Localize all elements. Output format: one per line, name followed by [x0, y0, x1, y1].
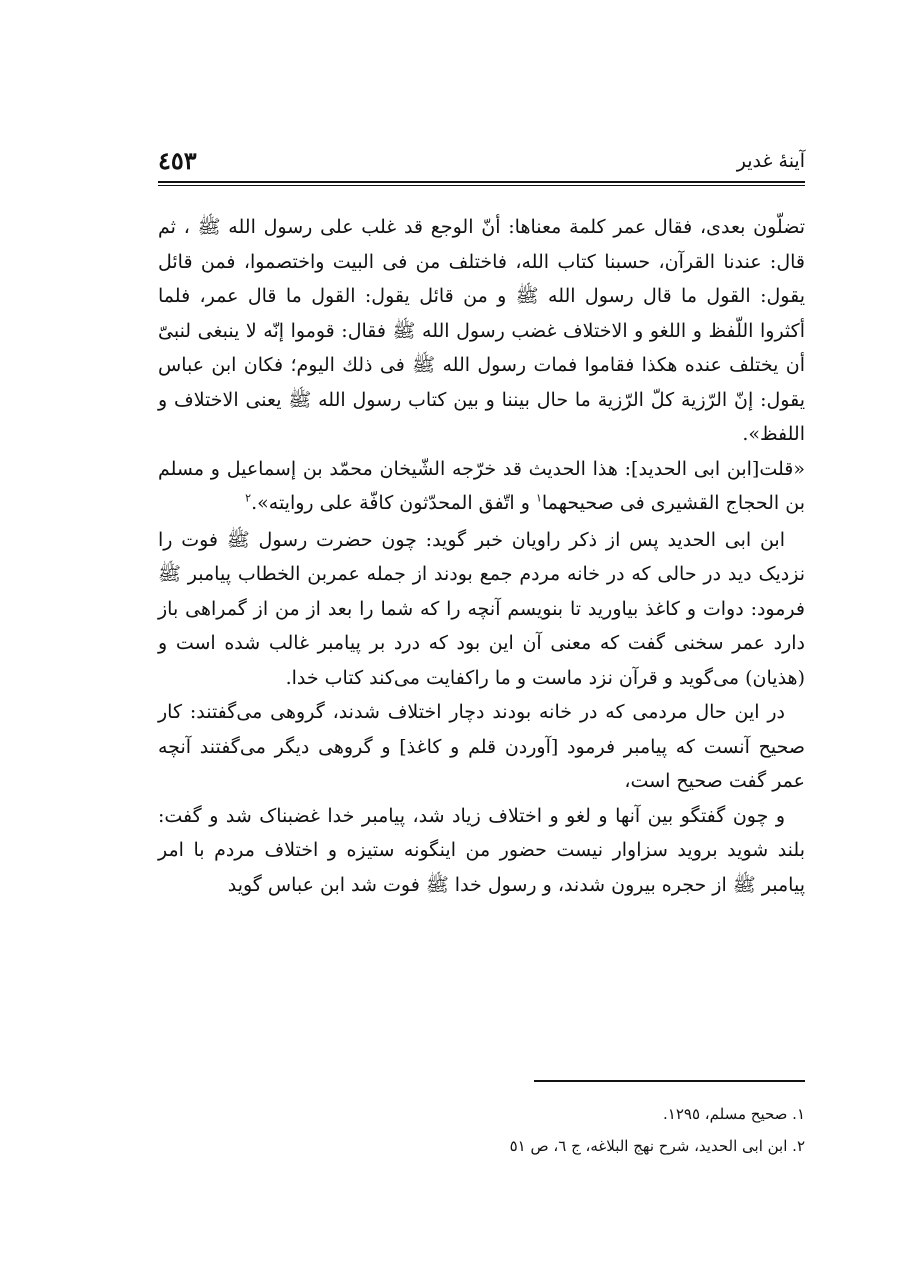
footnotes [158, 1098, 805, 1162]
footnote-mark-2: ٢ [245, 491, 252, 505]
quote-paragraph-2-tail: و اتّفق المحدّثون کافّة علی روایته». [251, 492, 536, 514]
page-header [158, 146, 805, 180]
persian-translation [158, 523, 805, 903]
body-text [158, 210, 805, 902]
header-rule [158, 181, 805, 186]
page-number: ٤٥٣ [158, 146, 197, 175]
quote-paragraph-2-text: «قلت[ابن ابی الحدید]: هذا الحدیث قد خرّجه الشّیخان محمّد بن إسماعیل و مسلم بن الحجاج القشیری فی صحیحهما [158, 457, 805, 514]
quote-paragraph-1: تضلّون بعدی، فقال عمر کلمة معناها: أنّ الوجع قد غلب علی رسول الله ﷺ ، ثم قال: عندنا القرآن، حسبنا کتاب الله، فاختلف من فی البیت واختصموا، فمن قائل یقول: القول ما قال رسول الله ﷺ و من قائل یقول: القول ما قال عمر، فلما أکثروا اللّفظ و اللغو و الاختلاف غضب رسول الله ﷺ فقال: قوموا إنّه لا ینبغی لنبیّ أن یختلف عنده هکذا فقاموا فمات رسول الله ﷺ فی ذلك الیوم؛ فکان ابن عباس یقول: إنّ الرّزیة کلّ الرّزیة ما حال بیننا و بین کتاب رسول الله ﷺ یعنی الاختلاف و اللفظ». [158, 216, 805, 445]
footnote-1: ١. صحیح مسلم، ١٢٩٥. [663, 1105, 805, 1123]
footnote-mark-1: ١ [535, 491, 542, 505]
persian-paragraph-3: و چون گفتگو بین آنها و لغو و اختلاف زیاد شد، پیامبر خدا غضبناک شد و گفت: بلند شوید بروید سزاوار نیست حضور من اینگونه ستیزه و اختلاف مردم با امر پیامبر ﷺ از حجره بیرون شدند، و رسول خدا ﷺ فوت شد ابن عباس گوید [158, 804, 805, 896]
footnote-2: ٢. ابن ابی الحدید، شرح نهج البلاغه، ج ٦، ص ٥١ [509, 1137, 805, 1155]
running-title: آینهٔ غدیر [736, 150, 805, 172]
footnote-rule [534, 1080, 805, 1082]
persian-paragraph-1: ابن ابی الحدید پس از ذکر راویان خبر گوید: چون حضرت رسول ﷺ فوت را نزدیک دید در حالی که در خانه مردم جمع بودند از جمله عمربن الخطاب پیامبر ﷺ فرمود: دوات و کاغذ بیاورید تا بنویسم آنچه را که شما را بعد از من از گمراهی باز دارد عمر سخنی گفت که معنی آن این بود که درد بر پیامبر غالب شده است و (هذیان) می‌گوید و قرآن نزد ماست و ما راکفایت می‌کند کتاب خدا. [158, 528, 805, 689]
persian-paragraph-2: در این حال مردمی که در خانه بودند دچار اختلاف شدند، گروهی می‌گفتند: کار صحیح آنست که پیامبر فرمود [آوردن قلم و کاغذ] و گروهی دیگر می‌گفتند آنچه عمر گفت صحیح است، [158, 701, 805, 792]
quote-paragraph-2 [158, 452, 805, 521]
arabic-quotation [158, 210, 805, 521]
